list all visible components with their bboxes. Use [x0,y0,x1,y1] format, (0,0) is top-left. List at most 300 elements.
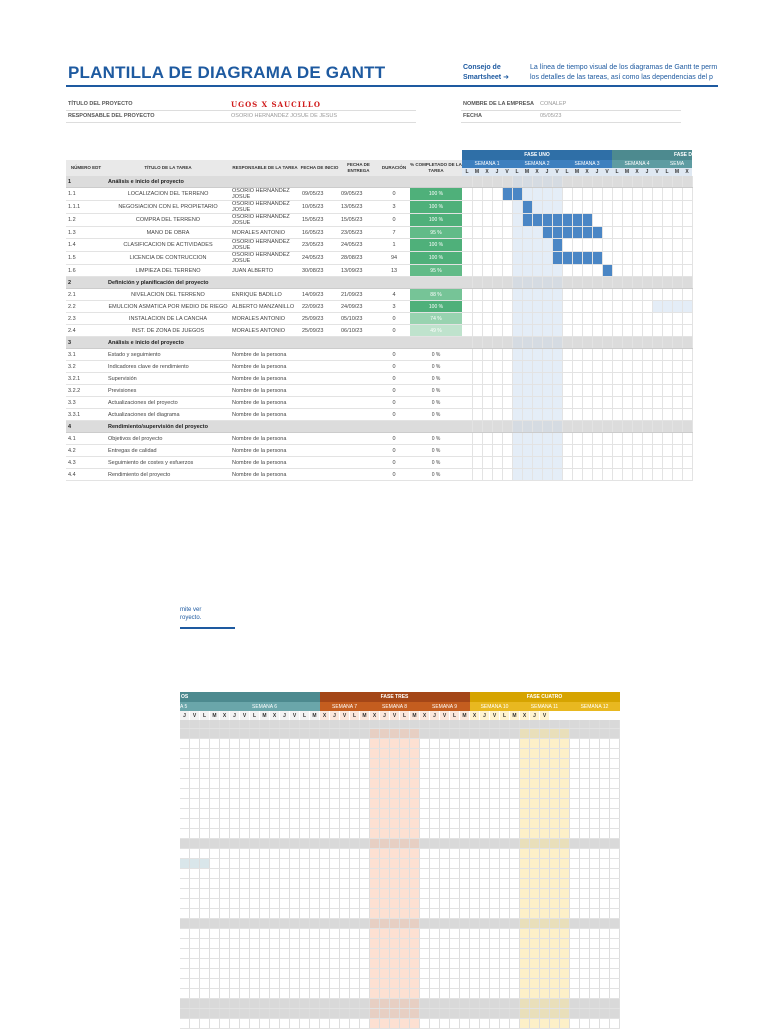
gantt-cell[interactable] [600,968,610,978]
gantt-cell[interactable] [380,868,390,878]
gantt-cell[interactable] [612,227,622,239]
gantt-cell[interactable] [230,728,240,738]
gantt-cell[interactable] [330,948,340,958]
task-title-cell[interactable]: EMULCION ASMATICA POR MEDIO DE RIEGO [106,301,230,313]
gantt-cell[interactable] [500,748,510,758]
gantt-cell[interactable] [462,373,472,385]
gantt-cell[interactable] [522,433,532,445]
gantt-cell[interactable] [200,928,210,938]
gantt-cell[interactable] [530,988,540,998]
duration-cell[interactable]: 0 [378,457,410,469]
gantt-cell[interactable] [672,227,682,239]
gantt-cell[interactable] [310,1018,320,1028]
gantt-cell[interactable] [320,748,330,758]
gantt-cell[interactable] [520,938,530,948]
gantt-cell[interactable] [490,878,500,888]
gantt-cell[interactable] [672,301,682,313]
gantt-cell[interactable] [492,301,502,313]
gantt-cell[interactable] [450,988,460,998]
gantt-cell[interactable] [410,1018,420,1028]
gantt-cell[interactable] [450,918,460,928]
gantt-cell[interactable] [280,848,290,858]
gantt-cell[interactable] [480,720,490,728]
gantt-cell[interactable] [480,778,490,788]
gantt-cell[interactable] [250,938,260,948]
gantt-cell[interactable] [600,928,610,938]
gantt-cell[interactable] [230,858,240,868]
gantt-cell[interactable] [512,227,522,239]
gantt-cell[interactable] [610,738,620,748]
gantt-cell[interactable] [610,878,620,888]
gantt-cell[interactable] [260,768,270,778]
gantt-cell[interactable] [622,469,632,481]
gantt-cell[interactable] [580,878,590,888]
gantt-cell[interactable] [220,878,230,888]
gantt-cell[interactable] [210,828,220,838]
gantt-cell[interactable] [490,988,500,998]
gantt-cell[interactable] [350,758,360,768]
gantt-cell[interactable] [380,720,390,728]
start-date-cell[interactable]: 30/08/23 [300,265,339,277]
gantt-cell[interactable] [180,878,190,888]
gantt-cell[interactable] [310,878,320,888]
gantt-cell[interactable] [460,928,470,938]
gantt-cell[interactable] [540,908,550,918]
gantt-cell[interactable] [400,998,410,1008]
gantt-cell[interactable] [310,848,320,858]
gantt-cell[interactable] [562,313,572,325]
gantt-cell[interactable] [370,808,380,818]
gantt-cell[interactable] [682,397,692,409]
gantt-cell[interactable] [592,457,602,469]
gantt-cell[interactable] [360,768,370,778]
edt-cell[interactable]: 1.6 [66,265,106,277]
gantt-cell[interactable] [460,868,470,878]
gantt-cell[interactable] [210,798,220,808]
percent-complete-cell[interactable]: 0 % [410,445,462,457]
gantt-cell[interactable] [400,898,410,908]
gantt-cell[interactable] [510,1008,520,1018]
gantt-cell[interactable] [540,768,550,778]
gantt-cell[interactable] [270,788,280,798]
gantt-cell[interactable] [410,988,420,998]
gantt-cell[interactable] [400,928,410,938]
gantt-cell[interactable] [520,788,530,798]
gantt-cell[interactable] [340,728,350,738]
gantt-cell[interactable] [580,858,590,868]
gantt-cell[interactable] [560,998,570,1008]
gantt-cell[interactable] [520,948,530,958]
gantt-cell[interactable] [480,838,490,848]
gantt-cell[interactable] [380,968,390,978]
gantt-cell[interactable] [230,808,240,818]
gantt-cell[interactable] [400,918,410,928]
gantt-cell[interactable] [380,1008,390,1018]
gantt-cell[interactable] [320,720,330,728]
gantt-cell[interactable] [610,868,620,878]
gantt-cell[interactable] [530,918,540,928]
duration-cell[interactable]: 0 [378,445,410,457]
gantt-cell[interactable] [380,1018,390,1028]
edt-cell[interactable]: 4.4 [66,469,106,481]
gantt-cell[interactable] [550,898,560,908]
edt-cell[interactable]: 2.1 [66,289,106,301]
gantt-cell[interactable] [542,176,552,188]
start-date-cell[interactable] [300,445,339,457]
gantt-cell[interactable] [230,838,240,848]
gantt-cell[interactable] [450,898,460,908]
gantt-cell[interactable] [600,958,610,968]
gantt-cell[interactable] [360,748,370,758]
gantt-cell[interactable] [532,325,542,337]
gantt-cell[interactable] [482,289,492,301]
gantt-cell[interactable] [480,808,490,818]
gantt-cell[interactable] [300,1018,310,1028]
percent-complete-cell[interactable]: 0 % [410,361,462,373]
gantt-cell[interactable] [602,421,612,433]
gantt-cell[interactable] [400,728,410,738]
gantt-cell[interactable] [490,978,500,988]
gantt-cell[interactable] [390,738,400,748]
gantt-cell[interactable] [420,858,430,868]
gantt-cell[interactable] [180,938,190,948]
gantt-cell[interactable] [492,469,502,481]
gantt-cell[interactable] [430,858,440,868]
gantt-cell[interactable] [632,277,642,289]
gantt-cell[interactable] [420,928,430,938]
gantt-cell[interactable] [572,469,582,481]
gantt-cell[interactable] [280,888,290,898]
gantt-cell[interactable] [632,337,642,349]
gantt-cell[interactable] [440,998,450,1008]
gantt-cell[interactable] [632,397,642,409]
gantt-cell[interactable] [460,858,470,868]
gantt-cell[interactable] [682,176,692,188]
gantt-cell[interactable] [512,409,522,421]
gantt-cell[interactable] [540,948,550,958]
gantt-cell[interactable] [350,828,360,838]
gantt-cell[interactable] [522,337,532,349]
gantt-cell[interactable] [622,433,632,445]
gantt-bar-cell[interactable] [552,227,562,239]
gantt-cell[interactable] [360,948,370,958]
gantt-cell[interactable] [310,978,320,988]
duration-cell[interactable]: 0 [378,433,410,445]
gantt-cell[interactable] [530,858,540,868]
gantt-cell[interactable] [420,738,430,748]
gantt-cell[interactable] [552,176,562,188]
gantt-cell[interactable] [510,808,520,818]
gantt-cell[interactable] [220,1008,230,1018]
gantt-cell[interactable] [542,349,552,361]
gantt-cell[interactable] [502,433,512,445]
gantt-cell[interactable] [380,798,390,808]
gantt-cell[interactable] [240,928,250,938]
gantt-cell[interactable] [330,758,340,768]
gantt-cell[interactable] [270,748,280,758]
gantt-cell[interactable] [370,998,380,1008]
gantt-cell[interactable] [220,848,230,858]
gantt-cell[interactable] [310,828,320,838]
gantt-cell[interactable] [482,433,492,445]
gantt-cell[interactable] [310,778,320,788]
gantt-bar-cell[interactable] [542,227,552,239]
gantt-cell[interactable] [300,748,310,758]
gantt-cell[interactable] [570,888,580,898]
gantt-cell[interactable] [572,239,582,252]
gantt-cell[interactable] [340,848,350,858]
gantt-cell[interactable] [280,928,290,938]
gantt-cell[interactable] [340,938,350,948]
gantt-cell[interactable] [530,778,540,788]
gantt-cell[interactable] [270,1018,280,1028]
gantt-cell[interactable] [350,748,360,758]
gantt-cell[interactable] [220,958,230,968]
end-date-cell[interactable]: 09/05/23 [339,188,378,201]
gantt-cell[interactable] [510,720,520,728]
gantt-cell[interactable] [532,409,542,421]
gantt-cell[interactable] [582,313,592,325]
gantt-cell[interactable] [320,958,330,968]
gantt-cell[interactable] [480,738,490,748]
gantt-cell[interactable] [522,301,532,313]
gantt-cell[interactable] [562,469,572,481]
gantt-cell[interactable] [622,445,632,457]
gantt-cell[interactable] [622,361,632,373]
gantt-cell[interactable] [370,858,380,868]
gantt-cell[interactable] [250,808,260,818]
gantt-cell[interactable] [570,898,580,908]
gantt-cell[interactable] [180,998,190,1008]
gantt-cell[interactable] [582,265,592,277]
gantt-cell[interactable] [502,201,512,214]
gantt-cell[interactable] [550,878,560,888]
gantt-cell[interactable] [450,828,460,838]
gantt-cell[interactable] [470,998,480,1008]
gantt-cell[interactable] [370,758,380,768]
edt-cell[interactable]: 4.1 [66,433,106,445]
gantt-cell[interactable] [510,928,520,938]
gantt-cell[interactable] [502,289,512,301]
gantt-cell[interactable] [552,385,562,397]
gantt-cell[interactable] [542,361,552,373]
gantt-cell[interactable] [360,738,370,748]
gantt-cell[interactable] [632,188,642,201]
gantt-cell[interactable] [642,409,652,421]
gantt-cell[interactable] [540,838,550,848]
gantt-cell[interactable] [682,445,692,457]
gantt-cell[interactable] [570,768,580,778]
gantt-cell[interactable] [290,738,300,748]
gantt-cell[interactable] [552,421,562,433]
gantt-cell[interactable] [472,176,482,188]
gantt-cell[interactable] [370,1008,380,1018]
gantt-cell[interactable] [450,808,460,818]
gantt-cell[interactable] [340,988,350,998]
gantt-cell[interactable] [610,938,620,948]
gantt-cell[interactable] [472,265,482,277]
smartsheet-tip-link[interactable]: Consejo de Smartsheet ➜ [463,64,509,81]
gantt-cell[interactable] [492,409,502,421]
gantt-cell[interactable] [500,928,510,938]
gantt-cell[interactable] [450,978,460,988]
gantt-cell[interactable] [330,908,340,918]
percent-complete-cell[interactable]: 0 % [410,385,462,397]
gantt-cell[interactable] [502,361,512,373]
gantt-cell[interactable] [460,988,470,998]
duration-cell[interactable]: 3 [378,201,410,214]
gantt-cell[interactable] [522,385,532,397]
gantt-cell[interactable] [552,313,562,325]
gantt-cell[interactable] [290,828,300,838]
percent-complete-cell[interactable]: 0 % [410,409,462,421]
gantt-cell[interactable] [492,349,502,361]
gantt-cell[interactable] [320,728,330,738]
gantt-cell[interactable] [230,1008,240,1018]
gantt-cell[interactable] [570,798,580,808]
gantt-cell[interactable] [550,1008,560,1018]
gantt-cell[interactable] [612,457,622,469]
gantt-cell[interactable] [270,858,280,868]
gantt-cell[interactable] [662,433,672,445]
gantt-cell[interactable] [550,928,560,938]
gantt-cell[interactable] [550,758,560,768]
gantt-cell[interactable] [180,958,190,968]
edt-cell[interactable]: 3.2.1 [66,373,106,385]
gantt-cell[interactable] [240,1018,250,1028]
gantt-bar-cell[interactable] [592,252,602,265]
gantt-cell[interactable] [370,828,380,838]
gantt-cell[interactable] [632,457,642,469]
gantt-cell[interactable] [310,918,320,928]
gantt-cell[interactable] [360,720,370,728]
gantt-cell[interactable] [510,748,520,758]
gantt-cell[interactable] [410,868,420,878]
gantt-cell[interactable] [490,828,500,838]
gantt-cell[interactable] [310,720,320,728]
gantt-cell[interactable] [590,938,600,948]
gantt-cell[interactable] [280,818,290,828]
gantt-cell[interactable] [470,888,480,898]
gantt-cell[interactable] [562,239,572,252]
gantt-cell[interactable] [460,898,470,908]
gantt-cell[interactable] [200,958,210,968]
gantt-cell[interactable] [260,798,270,808]
gantt-cell[interactable] [460,978,470,988]
gantt-cell[interactable] [580,988,590,998]
gantt-cell[interactable] [250,838,260,848]
gantt-cell[interactable] [590,908,600,918]
gantt-cell[interactable] [632,176,642,188]
gantt-cell[interactable] [190,938,200,948]
gantt-cell[interactable] [370,978,380,988]
gantt-cell[interactable] [582,421,592,433]
gantt-cell[interactable] [190,928,200,938]
gantt-cell[interactable] [562,361,572,373]
gantt-cell[interactable] [240,998,250,1008]
gantt-cell[interactable] [370,738,380,748]
gantt-cell[interactable] [580,928,590,938]
gantt-cell[interactable] [502,313,512,325]
gantt-cell[interactable] [550,948,560,958]
gantt-cell[interactable] [420,768,430,778]
gantt-cell[interactable] [380,928,390,938]
edt-cell[interactable]: 3 [66,337,106,349]
task-title-cell[interactable]: LIMPIEZA DEL TERRENO [106,265,230,277]
gantt-cell[interactable] [662,373,672,385]
duration-cell[interactable]: 0 [378,361,410,373]
edt-cell[interactable]: 2 [66,277,106,289]
gantt-cell[interactable] [652,289,662,301]
gantt-cell[interactable] [592,337,602,349]
gantt-cell[interactable] [512,325,522,337]
gantt-cell[interactable] [460,968,470,978]
gantt-cell[interactable] [560,758,570,768]
gantt-cell[interactable] [490,720,500,728]
gantt-cell[interactable] [470,778,480,788]
task-title-cell[interactable]: Previsiones [106,385,230,397]
gantt-cell[interactable] [522,265,532,277]
gantt-cell[interactable] [200,768,210,778]
gantt-cell[interactable] [530,758,540,768]
gantt-cell[interactable] [380,788,390,798]
gantt-cell[interactable] [672,433,682,445]
gantt-cell[interactable] [580,918,590,928]
gantt-cell[interactable] [470,908,480,918]
gantt-cell[interactable] [420,978,430,988]
gantt-cell[interactable] [260,758,270,768]
gantt-cell[interactable] [180,1018,190,1028]
gantt-bar-cell[interactable] [562,214,572,227]
gantt-cell[interactable] [300,968,310,978]
gantt-cell[interactable] [430,798,440,808]
gantt-cell[interactable] [662,361,672,373]
gantt-cell[interactable] [490,918,500,928]
gantt-cell[interactable] [260,720,270,728]
gantt-cell[interactable] [560,1018,570,1028]
gantt-cell[interactable] [562,397,572,409]
gantt-cell[interactable] [180,828,190,838]
gantt-cell[interactable] [320,818,330,828]
gantt-cell[interactable] [360,798,370,808]
gantt-cell[interactable] [180,898,190,908]
gantt-cell[interactable] [652,361,662,373]
task-title-cell[interactable]: NIVELACION DEL TERRENO [106,289,230,301]
task-title-cell[interactable]: Supervisión [106,373,230,385]
gantt-cell[interactable] [240,808,250,818]
gantt-cell[interactable] [482,361,492,373]
gantt-cell[interactable] [350,978,360,988]
gantt-cell[interactable] [250,868,260,878]
gantt-cell[interactable] [682,289,692,301]
gantt-cell[interactable] [560,798,570,808]
gantt-cell[interactable] [622,457,632,469]
gantt-cell[interactable] [350,788,360,798]
gantt-cell[interactable] [500,798,510,808]
gantt-cell[interactable] [622,277,632,289]
gantt-cell[interactable] [530,998,540,1008]
gantt-cell[interactable] [250,998,260,1008]
gantt-cell[interactable] [532,433,542,445]
edt-cell[interactable]: 1.4 [66,239,106,252]
gantt-cell[interactable] [490,1008,500,1018]
gantt-cell[interactable] [430,758,440,768]
gantt-cell[interactable] [390,928,400,938]
gantt-cell[interactable] [350,948,360,958]
gantt-cell[interactable] [470,758,480,768]
gantt-cell[interactable] [682,421,692,433]
gantt-cell[interactable] [210,720,220,728]
